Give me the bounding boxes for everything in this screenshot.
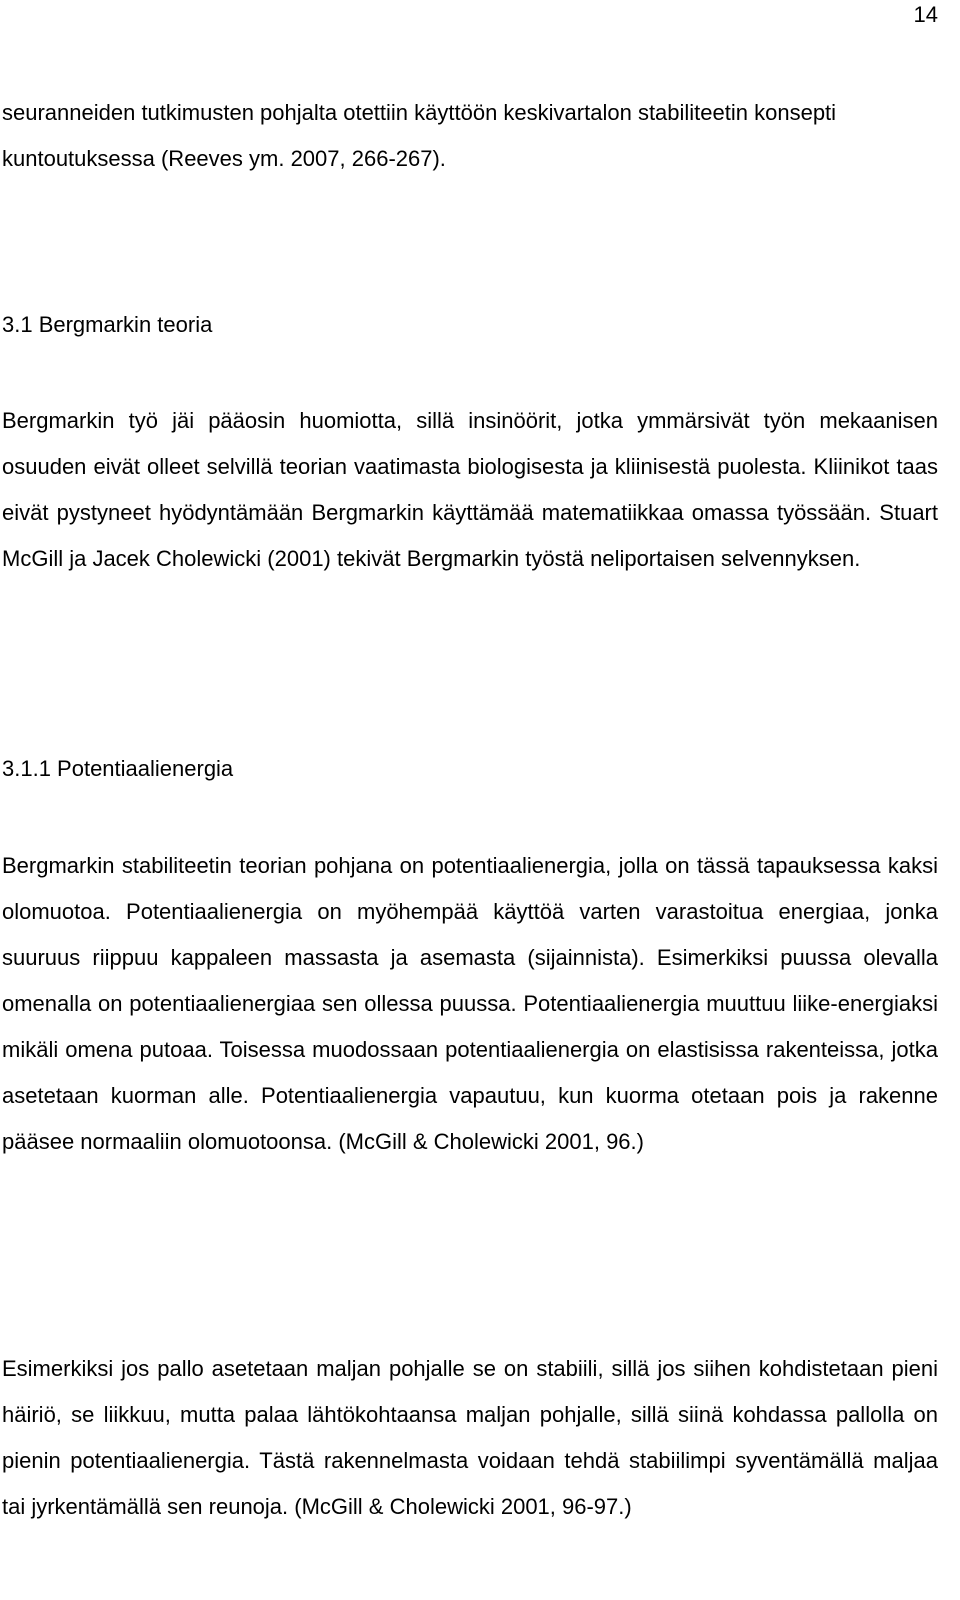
page-number: 14 <box>913 2 938 27</box>
section-3-1-paragraph: Bergmarkin työ jäi pääosin huomiotta, sillä insinöörit, jotka ymmärsivät työn mekaanisen osuuden eivät olleet selvillä teorian vaatimasta biologisesta ja kliinisestä puolesta. Kliinikot taas eivät pystyneet hyödyntämään Bergmarkin käyttämää matematiikkaa omassa työssään. Stuart McGill ja Jacek Cholewicki (2001) tekivät Bergmarkin työstä neliportaisen selvennyksen. <box>2 408 938 571</box>
intro-paragraph: seuranneiden tutkimusten pohjalta otettiin käyttöön keskivartalon stabiliteetin konsepti kuntoutuksessa (Reeves ym. 2007, 266-267). <box>2 100 837 171</box>
section-3-1-1-paragraph-2: Esimerkiksi jos pallo asetetaan maljan pohjalle se on stabiili, sillä jos siihen kohdistetaan pieni häiriö, se liikkuu, mutta palaa lähtökohtaansa maljan pohjalle, sillä siinä kohdassa pallolla on pienin potentiaalienergia. Tästä rakennelmasta voidaan tehdä stabiilimpi syventämällä maljaa tai jyrkentämällä sen reunoja. (McGill & Cholewicki 2001, 96-97.) <box>2 1356 938 1519</box>
section-heading-3-1: 3.1 Bergmarkin teoria <box>2 312 213 337</box>
section-heading-3-1-1: 3.1.1 Potentiaalienergia <box>2 756 234 781</box>
section-3-1-1-paragraph-1: Bergmarkin stabiliteetin teorian pohjana on potentiaalienergia, jolla on tässä tapauksessa kaksi olomuotoa. Potentiaalienergia on myöhempää käyttöä varten varastoitua energiaa, jonka suuruus riippuu kappaleen massasta ja asemasta (sijainnista). Esimerkiksi puussa olevalla omenalla on potentiaalienergiaa sen ollessa puussa. Potentiaalienergia muuttuu liike-energiaksi mikäli omena putoaa. Toisessa muodossaan potentiaalienergia on elastisissa rakenteissa, jotka asetetaan kuorman alle. Potentiaalienergia vapautuu, kun kuorma otetaan pois ja rakenne pääsee normaaliin olomuotoonsa. (McGill & Cholewicki 2001, 96.) <box>2 853 938 1154</box>
